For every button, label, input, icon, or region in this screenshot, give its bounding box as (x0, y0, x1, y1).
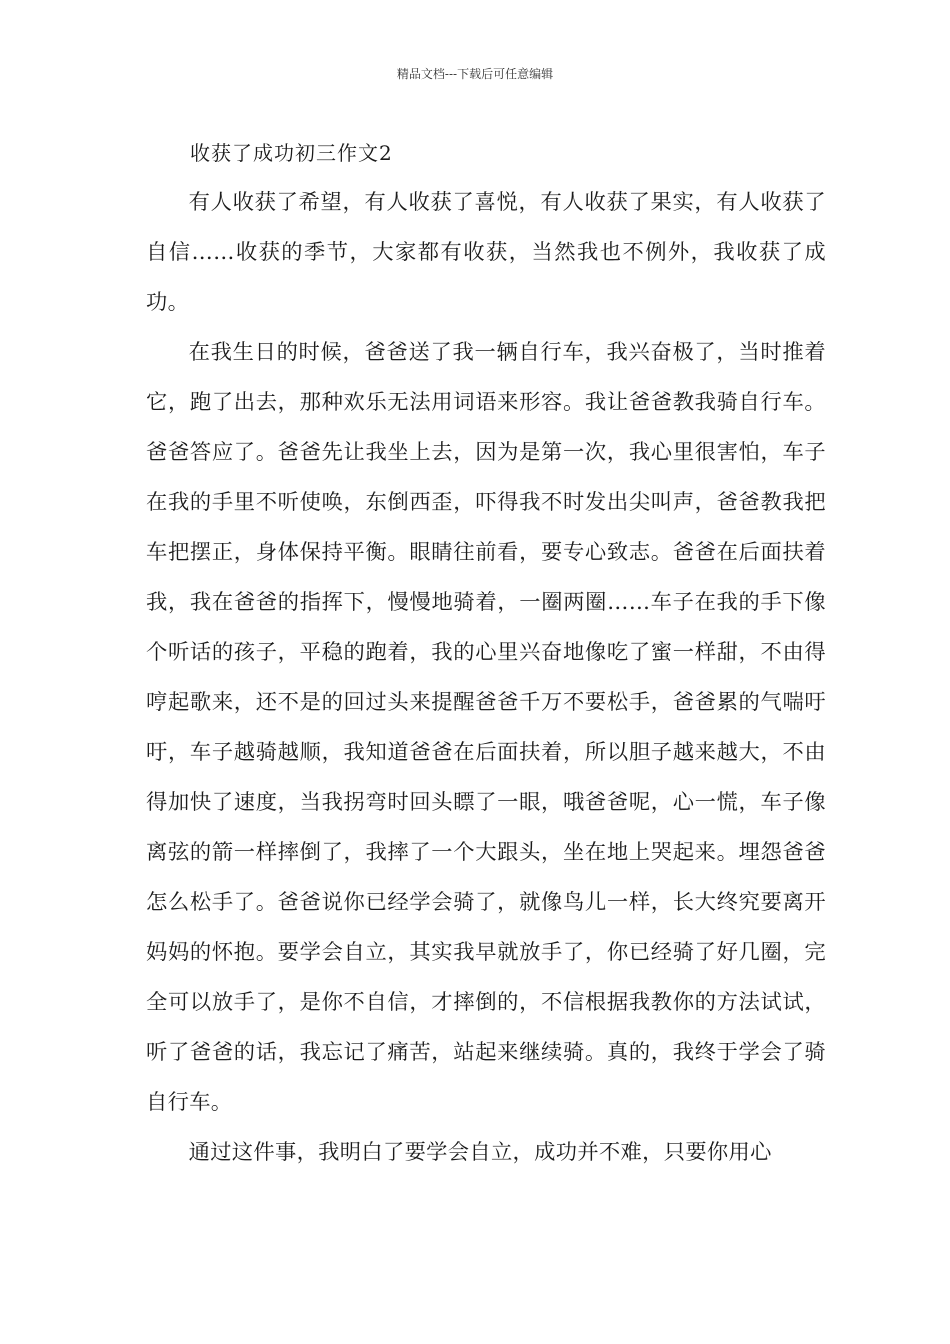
document-body (146, 178, 826, 1178)
document-title: 收获了成功初三作文2 (190, 141, 393, 165)
paragraph-2: 在我生日的时候，爸爸送了我一辆自行车，我兴奋极了，当时推着它，跑了出去，那种欢乐无法用词语来形容。我让爸爸教我骑自行车。爸爸答应了。爸爸先让我坐上去，因为是第一次，我心里很害怕，车子在我的手里不听使唤，东倒西歪，吓得我不时发出尖叫声，爸爸教我把车把摆正，身体保持平衡。眼睛往前看，要专心致志。爸爸在后面扶着我，我在爸爸的指挥下，慢慢地骑着，一圈两圈……车子在我的手下像个听话的孩子，平稳的跑着，我的心里兴奋地像吃了蜜一样甜，不由得哼起歌来，还不是的回过头来提醒爸爸千万不要松手，爸爸累的气喘吁吁，车子越骑越顺，我知道爸爸在后面扶着，所以胆子越来越大，不由得加快了速度，当我拐弯时回头瞟了一眼，哦爸爸呢，心一慌，车子像离弦的箭一样摔倒了，我摔了一个大跟头，坐在地上哭起来。埋怨爸爸怎么松手了。爸爸说你已经学会骑了，就像鸟儿一样，长大终究要离开妈妈的怀抱。要学会自立，其实我早就放手了，你已经骑了好几圈，完全可以放手了，是你不自信，才摔倒的，不信根据我教你的方法试试，听了爸爸的话，我忘记了痛苦，站起来继续骑。真的，我终于学会了骑自行车。 (146, 340, 826, 1115)
paragraph-3: 通过这件事，我明白了要学会自立，成功并不难，只要你用心 (188, 1140, 772, 1165)
page-header: 精品文档---下载后可任意编辑 (396, 67, 554, 81)
paragraph-1: 有人收获了希望，有人收获了喜悦，有人收获了果实，有人收获了自信……收获的季节，大家都有收获，当然我也不例外，我收获了成功。 (146, 190, 826, 315)
